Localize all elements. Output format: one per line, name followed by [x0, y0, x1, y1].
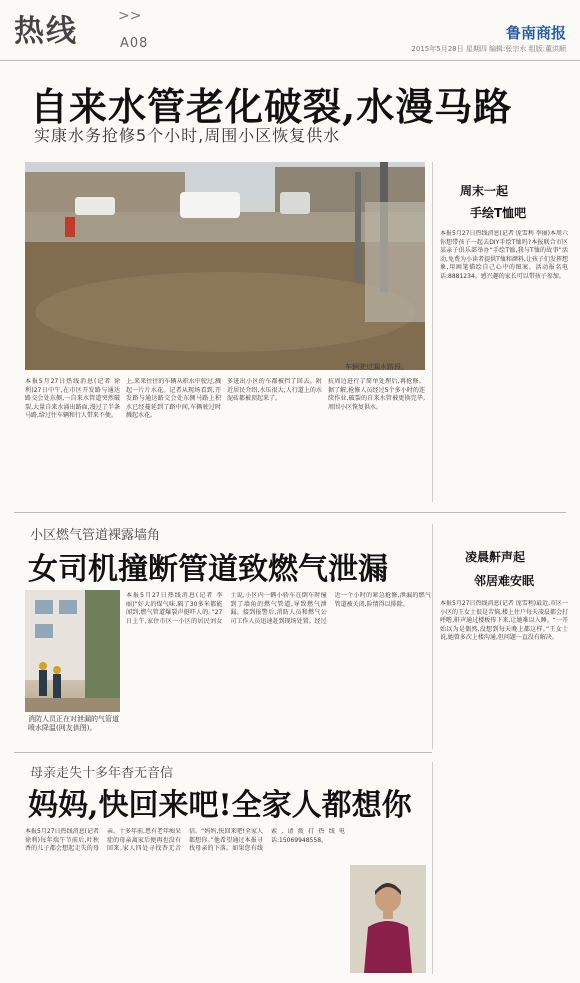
section-rule-2: [14, 752, 432, 753]
story2-kicker: 小区燃气管道裸露墙角: [30, 528, 161, 543]
column-divider-3: [432, 762, 433, 974]
sidebar2-body: 本报5月27日热线消息(记者 庞雪利)最近,市区一小区的王女士很是苦恼,楼上住户每天凌晨都会打呼噜,鼾声通过楼板传下来,让她难以入睡。“一开始以为是偶然,没想到每天晚上都这样。”王女士说,她曾多次上楼沟通,但问题一直没有解决。: [440, 600, 568, 642]
story1-col-3: 多进出小区的车都被挡了回去。附近居民介绍,水压很大,人行道上的水泥砖都被顶起来了。: [227, 378, 322, 403]
story3-photo: [350, 865, 426, 973]
dateline: 2015年5月28日 星期四 编辑:张宗水 组版:董洪顺: [411, 45, 566, 53]
story2-body: 本报5月27日热线消息(记者 李丽)“好大的煤气味,隔了30多米都能闻到,燃气管道爆裂声挺吓人的。”27日上午,家住市区一小区的居民刘女士说,小区内一辆小轿车在倒车时撞到了墙角的燃气管道,导致燃气泄漏。接到报警后,消防人员和燃气公司工作人员迅速赶到现场处置。经过近一个小时的紧急抢修,泄漏的燃气管道被关闭,险情得以排除。: [126, 592, 431, 625]
sidebar2-title-line2: 邻居难安眠: [474, 574, 535, 588]
story1-col-2: 上,来来往往的车辆从积水中驶过,溅起一片片水花。记者从现场看到,开发路与通达路交会处东侧马路上积水已经蔓延到了路中间,车辆驶过时溅起水花。: [126, 378, 221, 420]
page-number: A08: [120, 36, 149, 51]
story1-col-4: 抗周边进行了简单处理后,再抢修。据了解,抢修人员经过5个多小时的连续作业,破裂的自来水管被更换完毕,周围小区恢复供水。: [328, 378, 425, 411]
sidebar1-title-line2: 手绘T恤吧: [470, 206, 527, 220]
story2-photo-caption: 消防人员正在对泄漏的气管道喷水降温(网友供图)。: [28, 715, 119, 732]
section-rule-1: [14, 512, 566, 513]
story3-kicker: 母亲走失十多年杳无音信: [30, 766, 174, 781]
story1-photo-caption: 车辆驶过漏水路段。: [345, 363, 408, 371]
sidebar1-body: 本报5月27日热线消息(记者 庞雪利 李丽)本周六你想带孩子一起去DIY手绘T恤吗?本报联合市区某亲子俱乐部举办“手绘T恤,我与T恤的故事”活动,免费为小读者提供T恤和颜料,让孩子们发挥想象,用画笔描绘自己心中的图案。活动报名电话:8881234。感兴趣的家长可以带孩子参加。: [440, 230, 568, 280]
newspaper-brand: 鲁南商报: [505, 24, 566, 42]
story3-headline: 妈妈,快回来吧!全家人都想你: [28, 788, 412, 823]
story2-photo: [25, 590, 120, 712]
story1-photo: [25, 162, 425, 370]
column-divider: [432, 162, 433, 502]
story3-body: 本报5月27日热线消息(记者 徐利)每年端午节前后,叶秋香的儿子都会想起走失的母亲。十多年前,患有老年痴呆症的母亲离家后便再也没有回来,家人四处寻找杳无音信。“妈妈,快回来吧!全家人都想你。”他希望通过本报寻找母亲的下落。如果您有线索,请拨打热线电话:15069948558。: [25, 828, 345, 853]
section-arrows: >>: [118, 8, 142, 24]
story1-col-1: 本报5月27日热线消息(记者 徐利)27日中午,在市区开发路与通达路交会处东侧,一自来水管道突然破裂,大量自来水涌出路面,漫过了半条马路,给过往车辆和行人带来不便。: [25, 378, 120, 420]
story2-headline: 女司机撞断管道致燃气泄漏: [28, 552, 388, 587]
missing-mother-portrait: [350, 865, 426, 973]
header-rule: [0, 60, 580, 61]
story1-subhead: 实康水务抢修5个小时,周围小区恢复供水: [34, 126, 341, 145]
flooded-road-illustration: [25, 162, 425, 370]
firefighters-illustration: [25, 590, 120, 712]
section-title: 热线: [14, 14, 78, 49]
column-divider-2: [432, 524, 433, 749]
sidebar2-title-line1: 凌晨鼾声起: [465, 550, 526, 564]
story1-headline: 自来水管老化破裂,水漫马路: [30, 84, 513, 129]
sidebar1-title-line1: 周末一起: [460, 184, 509, 198]
